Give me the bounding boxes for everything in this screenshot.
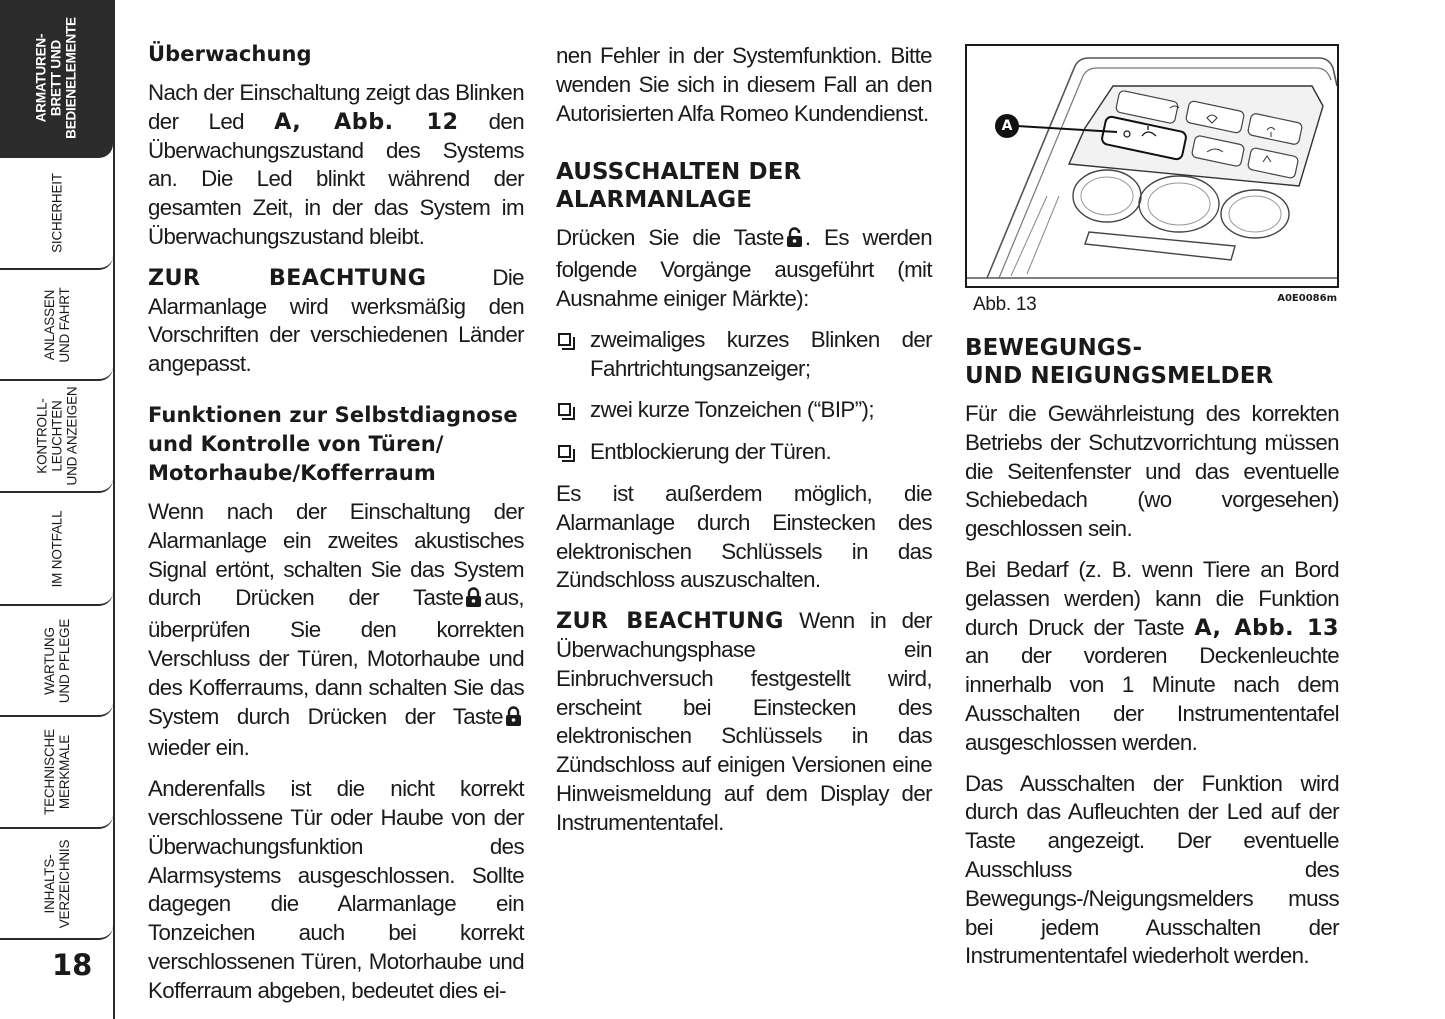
text: den Überwachungszustand des Systems an. Die Led blinkt während der gesamten Zeit, in der das System im Überwachungszustand bleibt.: [148, 108, 525, 249]
figure-code: A0E0086m: [1277, 293, 1337, 304]
text: zweimaliges kurzes Blinken der Fahrtrichtungsanzeiger;: [590, 326, 932, 381]
bullet-list: [556, 326, 932, 467]
column-1: [148, 38, 524, 1018]
text: aus, überprüfen Sie den korrekten Verschluss der Türen, Motorhaube und des Kofferraums, dann schalten Sie das System durch Drücken der Taste: [148, 585, 524, 729]
tab-label: WARTUNG UND PFLEGE: [41, 618, 72, 703]
chapter-tabs: [0, 0, 115, 1019]
paragraph: [556, 224, 932, 313]
note-paragraph: [556, 607, 932, 837]
figure-reference[interactable]: A, Abb. 13: [1194, 614, 1340, 641]
text: wieder ein.: [148, 735, 250, 761]
page-number: 18: [52, 948, 93, 982]
section-heading-selbstdiagnose: Funktionen zur Selbstdiagnose und Kontrolle von Türen/ Motorhaube/Kofferraum: [148, 402, 518, 485]
figure-ceiling-light: [965, 44, 1339, 288]
section-heading-ueberwachung: Überwachung: [148, 42, 312, 66]
paragraph: [148, 79, 524, 252]
text: Wenn in der Überwachungsphase ein Einbruchversuch festgestellt wird, erscheint bei Einstecken des elektronischen Schlüssels in das Zündschloss auf einigen Versionen eine Hinweismeldung auf dem Display der Instrumententafel.: [556, 608, 932, 835]
text: Die Alarmanlage wird werksmäßig den Vorschriften der verschiedenen Länder angepasst.: [148, 264, 524, 377]
text: zwei kurze Tonzeichen (“BIP”);: [590, 397, 874, 423]
text: Entblockierung der Türen.: [590, 439, 832, 465]
list-item: [556, 326, 932, 384]
figure-label: Abb. 13: [973, 294, 1037, 315]
tab-wartung[interactable]: [0, 606, 113, 717]
figure-callout-a: A: [1001, 118, 1013, 134]
tab-label: TECHNISCHE MERKMALE: [41, 729, 72, 815]
note-label: ZUR BEACHTUNG: [556, 608, 784, 635]
paragraph: [965, 556, 1339, 758]
tab-anlassen[interactable]: [0, 270, 113, 381]
tab-armaturenbrett[interactable]: [0, 0, 113, 158]
text: Wenn nach der Einschaltung der Alarmanlage ein zweites akustisches Signal ertönt, schalten Sie das System durch Drücken der Taste: [148, 498, 524, 611]
text: Nach der Einschaltung zeigt das Blinken der Led: [148, 80, 524, 134]
tab-label: INHALTS- VERZEICHNIS: [41, 839, 72, 928]
ceiling-light-illustration: [967, 46, 1337, 286]
figure-reference[interactable]: A, Abb. 12: [274, 108, 459, 135]
column-2: [556, 38, 932, 850]
paragraph: Das Ausschalten der Funktion wird durch das Aufleuchten der Led auf der Taste angezeigt. Der eventuelle Ausschluss des Bewegungs-/Neigungsmelders muss bei jedem Ausschalten der Instrumententafel wiederholt werden.: [965, 770, 1339, 969]
paragraph: Es ist außerdem möglich, die Alarmanlage durch Einstecken des elektronischen Schlüssels in das Zündschloss auszuschalten.: [556, 480, 932, 593]
section-heading-bewegungsmelder: BEWEGUNGS- UND NEIGUNGSMELDER: [965, 335, 1274, 389]
tab-label: ARMATUREN- BRETT UND BEDIENELEMENTE: [33, 17, 78, 139]
list-item: [556, 438, 932, 467]
note-paragraph: [148, 264, 524, 379]
paragraph: nen Fehler in der Systemfunktion. Bitte wenden Sie sich in diesem Fall an den Autorisierten Alfa Romeo Kundendienst.: [556, 43, 932, 126]
checkbox-bullet-icon: [558, 333, 571, 346]
checkbox-bullet-icon: [558, 445, 571, 458]
text: an der vorderen Deckenleuchte innerhalb von 1 Minute nach dem Ausschalten der Instrumententafel ausgeschlossen werden.: [965, 643, 1339, 755]
tab-label: KONTROLL- LEUCHTEN UND ANZEIGEN: [34, 386, 79, 486]
checkbox-bullet-icon: [558, 403, 571, 416]
list-item: [556, 396, 932, 425]
text: Bei Bedarf (z. B. wenn Tiere an Bord gelassen werden) kann die Funktion durch Druck der Taste: [965, 556, 1339, 640]
tab-label: IM NOTFALL: [49, 510, 64, 587]
text: . Es werden folgende Vorgänge ausgeführt (mit Ausnahme einiger Märkte):: [556, 225, 932, 311]
tab-kontrollleuchten[interactable]: [0, 381, 113, 493]
tab-technische-merkmale[interactable]: [0, 717, 113, 829]
lock-icon: [505, 706, 522, 735]
tab-label: ANLASSEN UND FAHRT: [41, 286, 72, 363]
tab-inhaltsverzeichnis[interactable]: [0, 829, 113, 940]
note-label: ZUR BEACHTUNG: [148, 264, 427, 291]
lock-icon: [786, 227, 803, 256]
tab-strip-border: [113, 0, 115, 1019]
tab-im-notfall[interactable]: [0, 493, 113, 606]
paragraph: Für die Gewährleistung des korrekten Betriebs der Schutzvorrichtung müssen die Seitenfenster und das eventuelle Schiebedach (wo vorgesehen) geschlossen sein.: [965, 401, 1339, 542]
section-heading-ausschalten: AUSSCHALTEN DER ALARMANLAGE: [556, 159, 802, 214]
text: Drücken Sie die Taste: [556, 225, 784, 251]
column-3: [965, 38, 1339, 983]
paragraph: [148, 498, 524, 763]
lock-icon: [465, 587, 482, 616]
paragraph: Anderenfalls ist die nicht korrekt verschlossene Tür oder Haube von der Überwachungsfunktion des Alarmsystems ausgeschlossen. Sollte dagegen die Alarmanlage ein Tonzeichen auch bei korrekt verschlossenen Türen, Motorhaube und Kofferraum abgeben, bedeutet dies ei-: [148, 776, 524, 1003]
tab-label: SICHERHEIT: [49, 173, 64, 253]
tab-sicherheit[interactable]: [0, 158, 113, 270]
figure-caption: [965, 288, 1339, 330]
